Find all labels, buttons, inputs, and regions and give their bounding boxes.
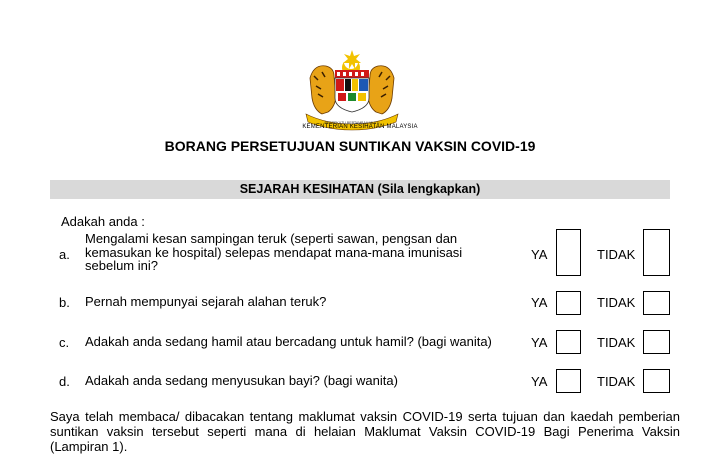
- no-label: TIDAK: [597, 335, 636, 350]
- question-text: Mengalami kesan sampingan teruk (seperti sawan, pengsan dan kemasukan ke hospital) selepas mendapat mana-mana imunisasi sebelum ini?: [85, 231, 463, 273]
- form-title: BORANG PERSETUJUAN SUNTIKAN VAKSIN COVID-19: [164, 138, 536, 154]
- no-label: TIDAK: [597, 247, 636, 262]
- yes-checkbox-b[interactable]: [556, 291, 581, 315]
- section-header: SEJARAH KESIHATAN (Sila lengkapkan): [50, 180, 670, 199]
- yes-checkbox-d[interactable]: [556, 369, 581, 393]
- intro-text: Adakah anda :: [61, 214, 145, 229]
- no-checkbox-b[interactable]: [643, 291, 670, 315]
- no-checkbox-c[interactable]: [643, 330, 670, 354]
- coat-of-arms-icon: [300, 48, 404, 132]
- no-checkbox-d[interactable]: [643, 369, 670, 393]
- yes-label: YA: [531, 335, 548, 350]
- question-letter: c.: [59, 335, 70, 350]
- yes-label: YA: [531, 295, 548, 310]
- question-letter: b.: [59, 295, 70, 310]
- question-text: Adakah anda sedang hamil atau bercadang untuk hamil? (bagi wanita): [85, 334, 492, 349]
- no-label: TIDAK: [597, 295, 636, 310]
- question-text: Pernah mempunyai sejarah alahan teruk?: [85, 294, 327, 309]
- question-text: Adakah anda sedang menyusukan bayi? (bagi wanita): [85, 373, 398, 388]
- no-checkbox-a[interactable]: [643, 229, 670, 276]
- ministry-name: KEMENTERIAN KESIHATAN MALAYSIA: [302, 124, 418, 130]
- no-label: TIDAK: [597, 374, 636, 389]
- crest-motto: BERSEKUTU BERTAMBAH MUTU: [324, 121, 380, 125]
- yes-checkbox-c[interactable]: [556, 330, 581, 354]
- question-letter: d.: [59, 374, 70, 389]
- yes-label: YA: [531, 247, 548, 262]
- yes-label: YA: [531, 374, 548, 389]
- yes-checkbox-a[interactable]: [556, 229, 581, 276]
- declaration-text: Saya telah membaca/ dibacakan tentang maklumat vaksin COVID-19 serta tujuan dan kaedah pemberian suntikan vaksin tersebut seperti mana di helaian Maklumat Vaksin COVID-19 Bagi Penerima Vaksin (Lampiran 1).: [50, 409, 680, 454]
- question-letter: a.: [59, 247, 70, 262]
